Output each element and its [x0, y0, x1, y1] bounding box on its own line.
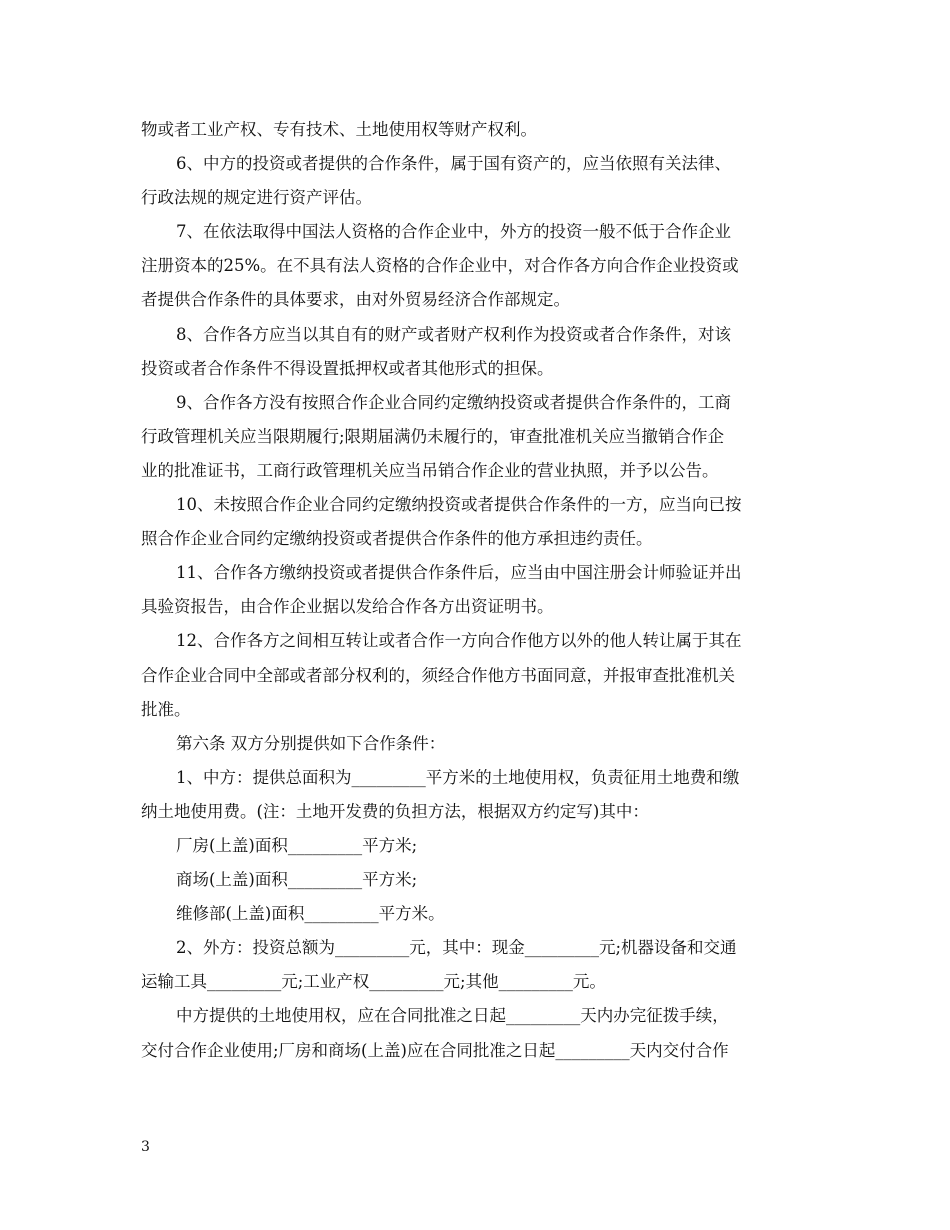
text-line: 批准。 [141, 699, 191, 719]
text-line: 第六条 双方分别提供如下合作条件： [176, 733, 446, 753]
text-line: 12、合作各方之间相互转让或者合作一方向合作他方以外的他人转让属于其在 [176, 631, 742, 651]
text-line: 2、外方：投资总额为_________元，其中：现金_________元;机器设备和交通 [176, 938, 737, 958]
text-line: 10、未按照合作企业合同约定缴纳投资或者提供合作条件的一方，应当向已按 [176, 495, 742, 515]
text-line: 物或者工业产权、专有技术、土地使用权等财产权利。 [141, 120, 537, 139]
page-number: 3 [141, 1139, 150, 1155]
text-line: 8、合作各方应当以其自有的财产或者财产权利作为投资或者合作条件，对该 [176, 324, 731, 344]
text-line: 者提供合作条件的具体要求，由对外贸易经济合作部规定。 [141, 290, 570, 310]
text-line: 1、中方：提供总面积为_________平方米的土地使用权，负责征用土地费和缴 [176, 767, 740, 787]
text-line: 厂房(上盖)面积_________平方米; [176, 835, 418, 855]
text-line: 9、合作各方没有按照合作企业合同约定缴纳投资或者提供合作条件的，工商 [176, 392, 731, 412]
text-line: 11、合作各方缴纳投资或者提供合作条件后，应当由中国注册会计师验证并出 [176, 563, 742, 583]
text-line: 商场(上盖)面积_________平方米; [176, 870, 418, 890]
text-line: 交付合作企业使用;厂房和商场(上盖)应在合同批准之日起_________天内交付合作 [141, 1040, 729, 1060]
text-line: 行政管理机关应当限期履行;限期届满仍未履行的，审查批准机关应当撤销合作企 [141, 426, 725, 446]
text-line: 维修部(上盖)面积_________平方米。 [176, 904, 445, 924]
text-line: 注册资本的25%。在不具有法人资格的合作企业中，对合作各方向合作企业投资或 [141, 256, 739, 276]
text-line: 投资或者合作条件不得设置抵押权或者其他形式的担保。 [141, 358, 554, 378]
text-line: 业的批准证书，工商行政管理机关应当吊销合作企业的营业执照，并予以公告。 [141, 460, 719, 480]
text-line: 运输工具_________元;工业产权_________元;其他_________元。 [141, 972, 606, 992]
text-line: 7、在依法取得中国法人资格的合作企业中，外方的投资一般不低于合作企业 [176, 222, 731, 242]
text-line: 纳土地使用费。(注：土地开发费的负担方法，根据双方约定写)其中： [141, 801, 649, 821]
text-line: 合作企业合同中全部或者部分权利的，须经合作他方书面同意，并报审查批准机关 [141, 665, 735, 685]
text-line: 照合作企业合同约定缴纳投资或者提供合作条件的他方承担违约责任。 [141, 529, 653, 549]
document-body [141, 113, 813, 1068]
text-line: 中方提供的土地使用权，应在合同批准之日起_________天内办完征拨手续， [176, 1006, 729, 1026]
text-line: 具验资报告，由合作企业据以发给合作各方出资证明书。 [141, 597, 554, 617]
text-line: 行政法规的规定进行资产评估。 [141, 188, 372, 208]
text-line: 6、中方的投资或者提供的合作条件，属于国有资产的，应当依照有关法律、 [176, 154, 731, 174]
